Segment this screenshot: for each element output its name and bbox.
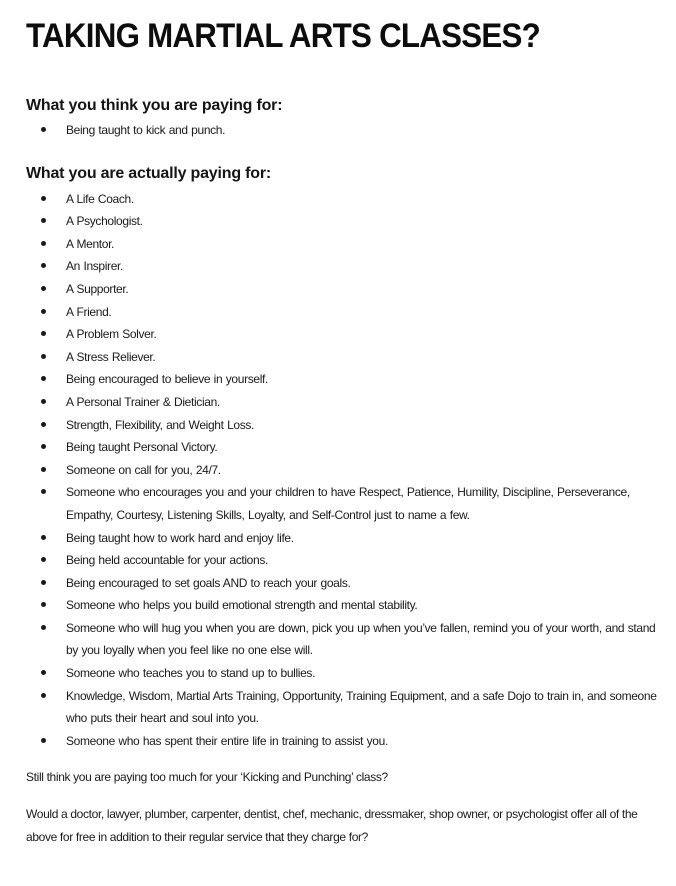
think-list bbox=[26, 119, 658, 142]
list-item bbox=[26, 527, 658, 550]
list-item bbox=[26, 549, 658, 572]
bullet-icon bbox=[41, 196, 46, 201]
list-item-text: Someone on call for you, 24/7. bbox=[66, 462, 221, 477]
closing-question: Still think you are paying too much for your ‘Kicking and Punching’ class? bbox=[26, 770, 388, 785]
list-item bbox=[26, 730, 658, 753]
bullet-icon bbox=[41, 602, 46, 607]
closing-final: Would a doctor, lawyer, plumber, carpenter, dentist, chef, mechanic, dressmaker, shop owner, or psychologist offer all of the above for free in addition to their regular service that they charge for? bbox=[26, 807, 638, 844]
bullet-icon bbox=[41, 218, 46, 223]
list-item-text: Someone who has spent their entire life in training to assist you. bbox=[66, 733, 388, 748]
bullet-icon bbox=[41, 376, 46, 381]
bullet-icon bbox=[41, 444, 46, 449]
list-item bbox=[26, 233, 658, 256]
list-item bbox=[26, 188, 658, 211]
list-item bbox=[26, 210, 658, 233]
list-item bbox=[26, 436, 658, 459]
list-item bbox=[26, 662, 658, 685]
list-item-text: Being taught Personal Victory. bbox=[66, 440, 218, 455]
page-title: TAKING MARTIAL ARTS CLASSES? bbox=[26, 17, 541, 55]
bullet-icon bbox=[41, 422, 46, 427]
list-item-text: A Friend. bbox=[66, 304, 112, 319]
list-item-text: A Supporter. bbox=[66, 281, 129, 296]
list-item-text: A Problem Solver. bbox=[66, 327, 157, 342]
bullet-icon bbox=[41, 354, 46, 359]
list-item bbox=[26, 391, 658, 414]
list-item bbox=[26, 685, 658, 730]
list-item bbox=[26, 414, 658, 437]
list-item-text: Being taught to kick and punch. bbox=[66, 123, 226, 137]
think-heading: What you think you are paying for: bbox=[26, 97, 283, 114]
bullet-icon bbox=[41, 263, 46, 268]
list-item-text: A Stress Reliever. bbox=[66, 349, 156, 364]
list-item-text: Being encouraged to believe in yourself. bbox=[66, 372, 268, 387]
bullet-icon bbox=[41, 535, 46, 540]
list-item-text: A Personal Trainer & Dietician. bbox=[66, 394, 220, 409]
bullet-icon bbox=[41, 467, 46, 472]
list-item bbox=[26, 617, 658, 662]
list-item-text: Being encouraged to set goals AND to reach your goals. bbox=[66, 575, 351, 590]
list-item bbox=[26, 301, 658, 324]
bullet-icon bbox=[41, 580, 46, 585]
bullet-icon bbox=[41, 331, 46, 336]
list-item-text: Someone who teaches you to stand up to bullies. bbox=[66, 666, 316, 681]
list-item-text: Knowledge, Wisdom, Martial Arts Training, Opportunity, Training Equipment, and a safe Dojo to train in, and someone who puts their heart and soul into you. bbox=[66, 688, 657, 726]
list-item bbox=[26, 572, 658, 595]
bullet-icon bbox=[41, 625, 46, 630]
bullet-icon bbox=[41, 286, 46, 291]
list-item-text: An Inspirer. bbox=[66, 259, 123, 274]
actual-heading: What you are actually paying for: bbox=[26, 164, 272, 182]
bullet-icon bbox=[41, 693, 46, 698]
bullet-icon bbox=[41, 670, 46, 675]
list-item-text: A Mentor. bbox=[66, 236, 115, 251]
list-item-text: Someone who helps you build emotional strength and mental stability. bbox=[66, 598, 418, 613]
list-item bbox=[26, 368, 658, 391]
list-item bbox=[26, 594, 658, 617]
bullet-icon bbox=[41, 309, 46, 314]
bullet-icon bbox=[41, 738, 46, 743]
bullet-icon bbox=[41, 399, 46, 404]
list-item-text: Being held accountable for your actions. bbox=[66, 553, 268, 568]
list-item bbox=[26, 255, 658, 278]
bullet-icon bbox=[41, 557, 46, 562]
list-item-text: A Psychologist. bbox=[66, 214, 143, 229]
bullet-icon bbox=[41, 489, 46, 494]
bullet-icon bbox=[41, 241, 46, 246]
list-item-text: Strength, Flexibility, and Weight Loss. bbox=[66, 417, 255, 432]
bullet-icon bbox=[41, 127, 46, 132]
list-item bbox=[26, 459, 658, 482]
list-item bbox=[26, 278, 658, 301]
actual-list bbox=[26, 188, 658, 753]
list-item bbox=[26, 346, 658, 369]
list-item-text: Being taught how to work hard and enjoy life. bbox=[66, 530, 294, 545]
list-item-text: Someone who encourages you and your children to have Respect, Patience, Humility, Discipline, Perseverance, Empathy, Courtesy, Listening Skills, Loyalty, and Self-Control just to name a few. bbox=[66, 485, 630, 522]
list-item bbox=[26, 481, 658, 526]
list-item bbox=[26, 323, 658, 346]
list-item-text: Someone who will hug you when you are down, pick you up when you’ve fallen, remind you of your worth, and stand by you loyally when you feel like no one else will. bbox=[66, 620, 656, 658]
list-item bbox=[26, 119, 658, 142]
list-item-text: A Life Coach. bbox=[66, 191, 134, 206]
